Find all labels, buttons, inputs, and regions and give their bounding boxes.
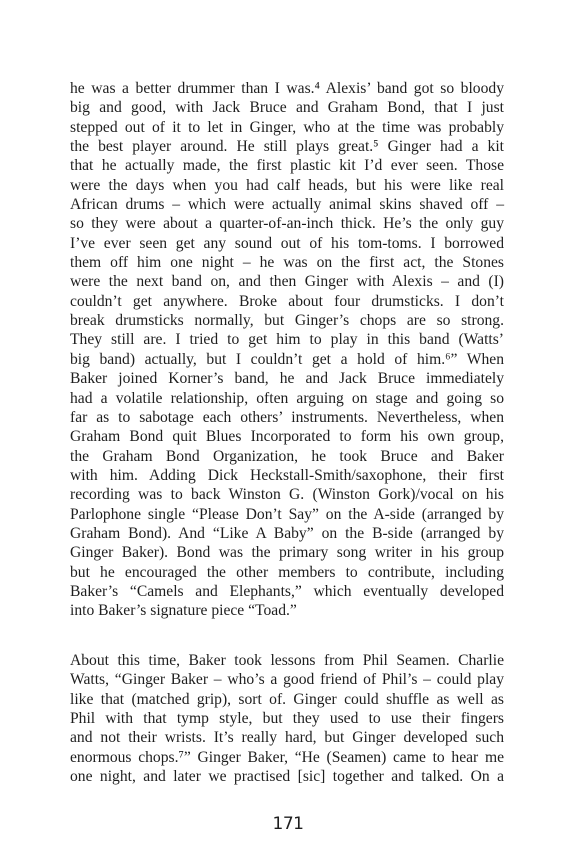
text-line: into Baker’s signature piece “Toad.” (70, 602, 297, 620)
text-line: with him. Adding Dick Heckstall-Smith/saxophone, their first (70, 466, 504, 484)
text-line: About this time, Baker took lessons from Phil Seamen. Charlie (70, 652, 504, 669)
text-line: Watts, “Ginger Baker – who’s a good friend of Phil’s – could play (70, 671, 504, 689)
text-line: like that (matched grip), sort of. Ginger could shuffle as well as (70, 690, 504, 708)
text-line: and not their wrists. It’s really hard, but Ginger developed such (70, 729, 504, 747)
text-line: he was a better drummer than I was.⁴ Alexis’ band got so bloody (70, 80, 504, 97)
text-line: stepped out of it to let in Ginger, who at the time was probably (70, 118, 504, 136)
text-line: African drums – which were actually animal skins shaved off – (70, 196, 504, 214)
text-line: big and good, with Jack Bruce and Graham Bond, that I just (70, 99, 504, 117)
paragraph-2 (70, 651, 504, 786)
text-line: the Graham Bond Organization, he took Bruce and Baker (70, 447, 504, 465)
text-line: Ginger Baker). Bond was the primary song writer in his group (70, 544, 504, 562)
text-line: big band) actually, but I couldn’t get a hold of him.⁶” When (70, 350, 504, 368)
text-line: break drumsticks normally, but Ginger’s chops are so strong. (70, 312, 504, 330)
text-line: had a volatile relationship, often arguing on stage and going so (70, 389, 504, 407)
text-line: but he encouraged the other members to contribute, including (70, 563, 504, 581)
text-line: that he actually made, the first plastic kit I’d ever seen. Those (70, 157, 504, 175)
text-line: They still are. I tried to get him to play in this band (Watts’ (70, 331, 504, 349)
text-line: were the days when you had calf heads, but his were like real (70, 176, 504, 194)
paragraph-1 (70, 79, 504, 621)
text-line: Parlophone single “Please Don’t Say” on the A-side (arranged by (70, 505, 504, 523)
text-line: so they were about a quarter-of-an-inch thick. He’s the only guy (70, 215, 504, 233)
text-line: Graham Bond quit Blues Incorporated to form his own group, (70, 428, 504, 446)
text-line: enormous chops.⁷” Ginger Baker, “He (Seamen) came to hear me (70, 748, 504, 766)
text-line: were the next band on, and then Ginger with Alexis – and (I) (70, 273, 504, 291)
text-line: them off him one night – he was on the first act, the Stones (70, 254, 504, 272)
text-line: couldn’t get anywhere. Broke about four drumsticks. I don’t (70, 292, 504, 310)
text-line: Phil with that tymp style, but they used to use their fingers (70, 710, 504, 728)
text-line: Baker’s “Camels and Elephants,” which eventually developed (70, 582, 504, 600)
text-line: recording was to back Winston G. (Winston Gork)/vocal on his (70, 486, 504, 504)
page-number: 171 (272, 814, 304, 834)
text-line: Graham Bond). And “Like A Baby” on the B-side (arranged by (70, 524, 504, 542)
text-line: I’ve ever seen get any sound out of his tom-toms. I borrowed (70, 234, 504, 252)
text-line: the best player around. He still plays great.⁵ Ginger had a kit (70, 138, 504, 156)
text-line: far as to sabotage each others’ instruments. Nevertheless, when (70, 408, 504, 426)
text-line: Baker joined Korner’s band, he and Jack Bruce immediately (70, 370, 504, 388)
text-line: one night, and later we practised [sic] together and talked. On a (70, 768, 504, 786)
